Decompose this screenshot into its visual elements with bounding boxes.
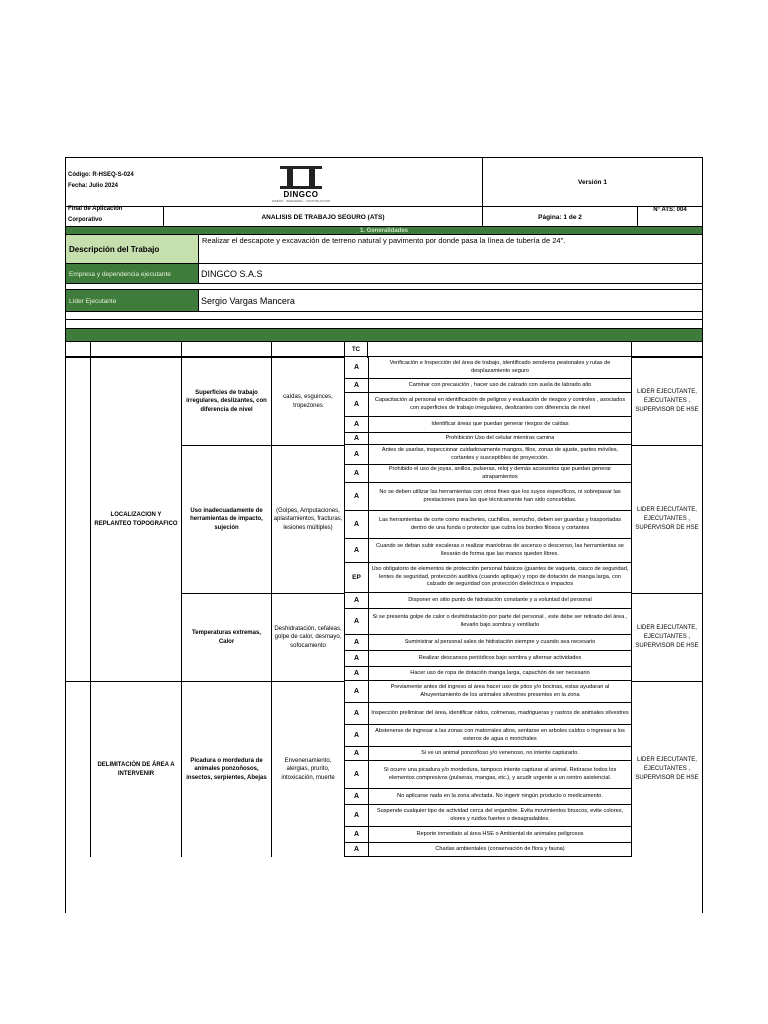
control-measure: Capacitación al personal en identificación de peligros y evaluación de riesgos y controles , asociados con superficies de trabajo irregulares, deslizantes con diferencia de nivel — [368, 393, 631, 417]
control-type: A — [344, 483, 368, 511]
descripcion-value: Realizar el descapote y excavación de terreno natural y pavimento por donde pasa la línea de tubería de 24". — [198, 235, 702, 264]
ats-document — [65, 157, 703, 913]
responsible: LIDER EJECUTANTE, EJECUTANTES , SUPERVISOR DE HSE — [631, 593, 702, 681]
control-type: A — [344, 433, 368, 445]
table-header-row — [66, 341, 702, 357]
control-type: A — [344, 827, 368, 843]
control-measure: Realizar descansos periódicos bajo sombra y alternar actividades — [368, 651, 631, 667]
control-type: A — [344, 593, 368, 609]
control-type: A — [344, 667, 368, 681]
consequence: (Golpes, Amputaciones, aplastamientos, fracturas, lesiones múltiples) — [271, 445, 344, 593]
corporativo: Corporativo — [68, 217, 103, 223]
company-logo — [256, 161, 346, 205]
control-type: A — [344, 609, 368, 635]
final-aplicacion: Final de Aplicación — [68, 206, 123, 212]
control-type: A — [344, 761, 368, 789]
control-type: A — [344, 843, 368, 857]
control-measure: Si ocurre una picadura y/o mordedura, tampoco intente capturar al animal. Retirarse todos los elementos compresivos (pulseras, mangas, etc.), y acudir urgente a un centro asistencial. — [368, 761, 631, 789]
control-measure: Prohibición Uso del celular mientras camina — [368, 433, 631, 445]
control-type: EP — [344, 563, 368, 593]
responsible: LIDER EJECUTANTE, EJECUTANTES , SUPERVISOR DE HSE — [631, 445, 702, 593]
control-measure: Reporte inmediato al área HSE o Ambiental de animales peligrosos — [368, 827, 631, 843]
control-measure: Si se presenta golpe de calor o deshidratación por parte del personal , este debe ser retirado del área , llevarlo bajo sombra y ventilarlo — [368, 609, 631, 635]
control-type: A — [344, 357, 368, 379]
control-measure: Hacer uso de ropa de dotación manga larga, capuchón de ser necesario — [368, 667, 631, 681]
logo-mark-icon — [278, 164, 324, 190]
header-top — [66, 157, 702, 206]
control-type: A — [344, 393, 368, 417]
control-type: A — [344, 789, 368, 805]
hazard: Superficies de trabajo irregulares, deslizantes, con diferencia de nivel — [181, 357, 271, 445]
work-stage: LOCALIZACION Y REPLANTEO TOPOGRAFICO — [90, 357, 181, 681]
stage-blank-cell — [66, 681, 90, 857]
control-measure: No se deben utilizar las herramientas con otros fines que los suyos específicos, ni sobrepasar las prestaciones para las que técnicamente han sido concebidas. — [368, 483, 631, 511]
control-type: A — [344, 539, 368, 563]
control-type: A — [344, 379, 368, 393]
control-measure: Suministrar al personal sales de hidratación siempre y cuando sea necesario — [368, 635, 631, 651]
control-type: A — [344, 681, 368, 703]
tc-header: TC — [344, 342, 367, 358]
version-cell — [482, 158, 702, 207]
control-measure: Las herramientas de corte como machetes, cuchillos, serrucho, deben ser guardas y trasportadas dentro de una funda o protector que cubra los bordes filosos y cortantes — [368, 511, 631, 539]
control-measure: Cuando se deban subir escaleras o realizar maniobras de ascenso o descenso, las herramientas se llevarán de forma que las manos queden libres. — [368, 539, 631, 563]
control-measure: Identificar áreas que puedan generar riesgos de caídas — [368, 417, 631, 433]
empresa-value: DINGCO S.A.S — [198, 264, 702, 284]
control-type: A — [344, 725, 368, 747]
control-type: A — [344, 651, 368, 667]
consequence: caídas, esguinces, tropezones — [271, 357, 344, 445]
control-measure: Inspección preliminar del área, identificar nidos, colmenas, madrigueras y rastros de animales silvestres — [368, 703, 631, 725]
control-type: A — [344, 417, 368, 433]
work-stage: DELIMITACIÓN DE ÁREA A INTERVENIR — [90, 681, 181, 857]
control-measure: Si ve un animal ponzoñoso y/o venenoso, no intente capturarlo. — [368, 747, 631, 761]
empty-row-2 — [66, 319, 702, 328]
control-measure: Antes de usarlas, inspeccionar cuidadosamente mangos, filos, zonas de ajuste, partes móviles, cortantes y susceptibles de proyección. — [368, 445, 631, 465]
responsible: LIDER EJECUTANTE, EJECUTANTES , SUPERVISOR DE HSE — [631, 357, 702, 445]
empresa-row — [66, 263, 702, 283]
document-title: ANALISIS DE TRABAJO SEGURO (ATS) — [163, 207, 482, 227]
empresa-label: Empresa y dependencia ejecutante — [66, 264, 198, 284]
control-measure: Suspende cualquier tipo de actividad cerca del enjambre. Evita movimientos bruscos, evite colores, olores y ruidos fuertes o desagradables. — [368, 805, 631, 827]
control-measure: Disponer en sitio punto de hidratación constante y a voluntad del personal — [368, 593, 631, 609]
page-number: Página: 1 de 2 — [482, 207, 637, 227]
ats-number: N° ATS: 004 — [637, 207, 702, 227]
control-type: A — [344, 635, 368, 651]
green-band — [66, 328, 702, 341]
control-type: A — [344, 465, 368, 483]
control-measure: Verificación e Inspección del área de trabajo, identificado senderos peatonales y rutas de desplazamiento seguro — [368, 357, 631, 379]
header-bottom — [66, 206, 702, 226]
responsible: LIDER EJECUTANTE, EJECUTANTES , SUPERVISOR DE HSE — [631, 681, 702, 857]
hazard: Uso inadecuadamente de herramientas de impacto, sujeción — [181, 445, 271, 593]
section-title: 1. Generalidades — [66, 226, 702, 234]
control-measure: Abstenerse de ingresar a las zonas con matorrales altos, sentarse en arboles caídos o ingresar a los esteros de agua o morichales — [368, 725, 631, 747]
stage-blank-cell — [66, 357, 90, 681]
control-type: A — [344, 511, 368, 539]
control-measure: Charlas ambientales (conservación de flora y fauna) — [368, 843, 631, 857]
control-measure: No aplicarse nada en la zona afectada. No ingerir ningún producto o medicamento. — [368, 789, 631, 805]
control-type: A — [344, 747, 368, 761]
control-measure: Caminar con precaución , hacer uso de calzado con suela de labrado alto — [368, 379, 631, 393]
hazard-table — [66, 357, 702, 913]
control-type: A — [344, 703, 368, 725]
control-measure: Previamente antes del ingreso al área hacer uso de pitos y/o bocinas, estas ayudaran al Ahuyentamiento de los animales silvestres presentes en la zona — [368, 681, 631, 703]
version: Versión 1 — [578, 179, 607, 186]
lider-label: Líder Ejecutante — [66, 290, 198, 312]
logo-text: DINGCO — [283, 189, 319, 199]
control-measure: Prohibido el uso de joyas, anillos, pulseras, reloj y demás accesorios que puedan generar atrapamientos — [368, 465, 631, 483]
lider-value: Sergio Vargas Mancera — [198, 290, 702, 312]
codigo: Código: R-HSEQ-S-024 — [68, 172, 134, 178]
descripcion-label: Descripción del Trabajo — [66, 235, 198, 264]
hazard: Temperaturas extremas, Calor — [181, 593, 271, 681]
descripcion-row — [66, 234, 702, 263]
lider-row — [66, 289, 702, 311]
logo-subtext: DISEÑO · INGENIERIA · CONSTRUCCION — [271, 198, 331, 203]
control-type: A — [344, 445, 368, 465]
fecha: Fecha: Julio 2024 — [68, 183, 119, 189]
hazard: Picadura o mordedura de animales ponzoñosos, insectos, serpientes, Abejas — [181, 681, 271, 857]
consequence: Envenenamiento, alergias, prurito, intoxicación, muerte — [271, 681, 344, 857]
consequence: Deshidratación, cefaleas, golpe de calor, desmayo, sofocamiento — [271, 593, 344, 681]
control-type: A — [344, 805, 368, 827]
control-measure: Uso obligatorio de elementos de protección personal básicos (guantes de vaqueta, casco de seguridad, lentes de seguridad, protección auditiva (cuando aplique) y ropo de dotación de manga larga, con calzado de seguridad con protección dieléctrica e impactos — [368, 563, 631, 593]
empty-row-1 — [66, 311, 702, 319]
